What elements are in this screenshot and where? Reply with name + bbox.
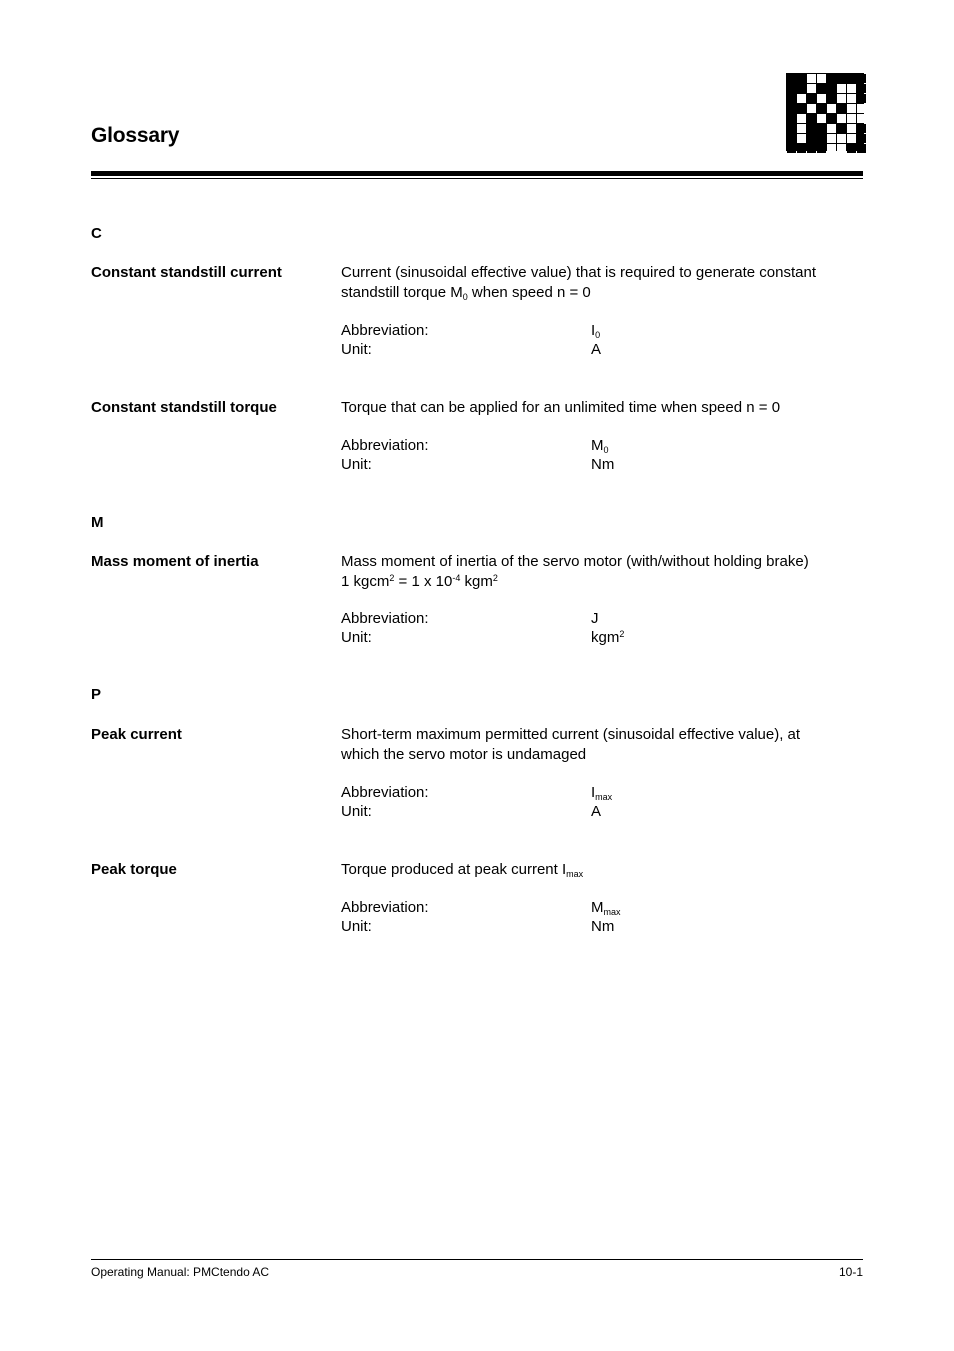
definition-line: Short-term maximum permitted current (sinusoidal effective value), at xyxy=(341,726,801,743)
logo-cell xyxy=(807,134,816,143)
logo-cell xyxy=(797,134,806,143)
footer-document-name: Operating Manual: PMCtendo AC xyxy=(91,1265,270,1279)
logo-cell xyxy=(787,124,796,133)
logo-cell xyxy=(857,74,866,83)
term: Constant standstill current xyxy=(91,264,282,281)
unit-row xyxy=(341,628,863,647)
logo-cell xyxy=(857,84,866,93)
attributes xyxy=(341,609,863,647)
definition-line: Mass moment of inertia of the servo motor (with/without holding brake) xyxy=(341,553,809,570)
text: = 1 x 10 xyxy=(394,573,453,590)
section-letter-m: M xyxy=(91,514,104,531)
header-rule-thin xyxy=(91,178,863,179)
logo-cell xyxy=(847,134,856,143)
definition-line xyxy=(341,860,863,880)
logo-cell xyxy=(827,74,836,83)
logo-cell xyxy=(817,124,826,133)
superscript: 2 xyxy=(492,573,498,583)
definition-line xyxy=(341,283,863,303)
logo-cell xyxy=(827,104,836,113)
logo-cell xyxy=(837,74,846,83)
subscript: 0 xyxy=(603,445,609,455)
logo-cell xyxy=(847,94,856,103)
logo-cell xyxy=(827,134,836,143)
logo-cell xyxy=(817,134,826,143)
logo-cell xyxy=(817,104,826,113)
logo-cell xyxy=(847,144,856,153)
logo-cell xyxy=(837,84,846,93)
logo-cell xyxy=(837,144,846,153)
definition xyxy=(341,725,863,765)
term: Peak torque xyxy=(91,861,177,878)
logo-cell xyxy=(787,114,796,123)
term: Peak current xyxy=(91,726,182,743)
text: kgm xyxy=(591,629,620,646)
superscript: 2 xyxy=(389,573,395,583)
logo-cell xyxy=(797,114,806,123)
logo-cell xyxy=(787,144,796,153)
logo-cell xyxy=(797,104,806,113)
superscript: -4 xyxy=(452,573,461,583)
subscript: 0 xyxy=(462,292,468,302)
attributes xyxy=(341,898,863,936)
unit-value: A xyxy=(591,341,602,358)
logo-cell xyxy=(837,114,846,123)
text: I xyxy=(591,322,596,339)
attributes xyxy=(341,321,863,359)
unit-label: Unit: xyxy=(341,629,372,646)
text: M xyxy=(591,899,604,916)
logo-cell xyxy=(787,94,796,103)
definition-line: Torque that can be applied for an unlimited time when speed n = 0 xyxy=(341,399,781,416)
logo-cell xyxy=(837,134,846,143)
footer-page-number: 10-1 xyxy=(838,1265,863,1279)
definition-line: Current (sinusoidal effective value) that is required to generate constant xyxy=(341,264,816,281)
logo-cell xyxy=(847,124,856,133)
company-logo xyxy=(786,73,864,151)
logo-cell xyxy=(837,104,846,113)
logo-cell xyxy=(837,124,846,133)
logo-cell xyxy=(787,104,796,113)
subscript: 0 xyxy=(595,330,601,340)
text: I xyxy=(591,784,596,801)
logo-cell xyxy=(807,144,816,153)
logo-cell xyxy=(797,84,806,93)
logo-cell xyxy=(797,124,806,133)
logo-cell xyxy=(807,124,816,133)
logo-cell xyxy=(807,74,816,83)
logo-cell xyxy=(787,74,796,83)
logo-cell xyxy=(857,134,866,143)
logo-cell xyxy=(807,84,816,93)
abbreviation-value xyxy=(591,783,612,802)
logo-cell xyxy=(797,94,806,103)
text: kgm xyxy=(460,573,493,590)
abbreviation-label: Abbreviation: xyxy=(341,322,429,339)
logo-cell xyxy=(827,84,836,93)
logo-cell xyxy=(807,104,816,113)
logo-cell xyxy=(857,94,866,103)
unit-row xyxy=(341,917,863,936)
abbreviation-value xyxy=(591,898,621,917)
page-title: Glossary xyxy=(91,124,180,147)
logo-cell xyxy=(857,124,866,133)
logo-cell xyxy=(817,94,826,103)
logo-cell xyxy=(817,74,826,83)
abbreviation-value xyxy=(591,321,600,340)
text: 1 kgcm xyxy=(341,573,390,590)
abbreviation-value: J xyxy=(591,610,599,627)
logo-cell xyxy=(817,84,826,93)
unit-label: Unit: xyxy=(341,456,372,473)
section-letter-p: P xyxy=(91,686,102,703)
abbreviation-row xyxy=(341,321,863,340)
logo-cell xyxy=(857,104,866,113)
subscript: max xyxy=(595,792,613,802)
abbreviation-label: Abbreviation: xyxy=(341,437,429,454)
unit-value: A xyxy=(591,803,602,820)
definition xyxy=(341,398,863,418)
attributes xyxy=(341,783,863,821)
attributes xyxy=(341,436,863,474)
text: when speed n = 0 xyxy=(467,284,591,301)
logo-cell xyxy=(847,104,856,113)
definition-line xyxy=(341,572,863,592)
logo-cell xyxy=(827,94,836,103)
logo-cell xyxy=(847,84,856,93)
logo-cell xyxy=(807,94,816,103)
logo-cell xyxy=(827,114,836,123)
logo-cell xyxy=(827,124,836,133)
logo-cell xyxy=(847,74,856,83)
logo-cell xyxy=(797,144,806,153)
logo-cell xyxy=(857,114,866,123)
abbreviation-row xyxy=(341,436,863,455)
unit-label: Unit: xyxy=(341,341,372,358)
logo-cell xyxy=(807,114,816,123)
subscript: max xyxy=(603,907,621,917)
logo-cell xyxy=(787,84,796,93)
unit-label: Unit: xyxy=(341,918,372,935)
abbreviation-label: Abbreviation: xyxy=(341,784,429,801)
definition xyxy=(341,860,863,880)
logo-cell xyxy=(837,94,846,103)
logo-cell xyxy=(797,74,806,83)
subscript: max xyxy=(566,869,584,879)
abbreviation-value xyxy=(591,436,609,455)
logo-cell xyxy=(857,144,866,153)
logo-cell xyxy=(827,144,836,153)
superscript: 2 xyxy=(619,629,625,639)
unit-row xyxy=(341,802,863,821)
section-letter-c: C xyxy=(91,225,102,242)
abbreviation-row xyxy=(341,898,863,917)
header-rule-thick xyxy=(91,171,863,176)
abbreviation-label: Abbreviation: xyxy=(341,610,429,627)
definition-line: which the servo motor is undamaged xyxy=(341,746,587,763)
footer-rule xyxy=(91,1259,863,1260)
abbreviation-row xyxy=(341,609,863,628)
logo-cell xyxy=(847,114,856,123)
logo-cell xyxy=(817,144,826,153)
unit-row xyxy=(341,455,863,474)
unit-row xyxy=(341,340,863,359)
text: M xyxy=(591,437,604,454)
logo-cell xyxy=(787,134,796,143)
abbreviation-row xyxy=(341,783,863,802)
term: Mass moment of inertia xyxy=(91,553,259,570)
logo-cell xyxy=(817,114,826,123)
unit-value: Nm xyxy=(591,918,615,935)
definition xyxy=(341,552,863,592)
unit-value: Nm xyxy=(591,456,615,473)
definition xyxy=(341,263,863,303)
text: standstill torque M xyxy=(341,284,463,301)
term: Constant standstill torque xyxy=(91,399,277,416)
text: Torque produced at peak current I xyxy=(341,861,567,878)
abbreviation-label: Abbreviation: xyxy=(341,899,429,916)
unit-label: Unit: xyxy=(341,803,372,820)
unit-value xyxy=(591,628,624,647)
